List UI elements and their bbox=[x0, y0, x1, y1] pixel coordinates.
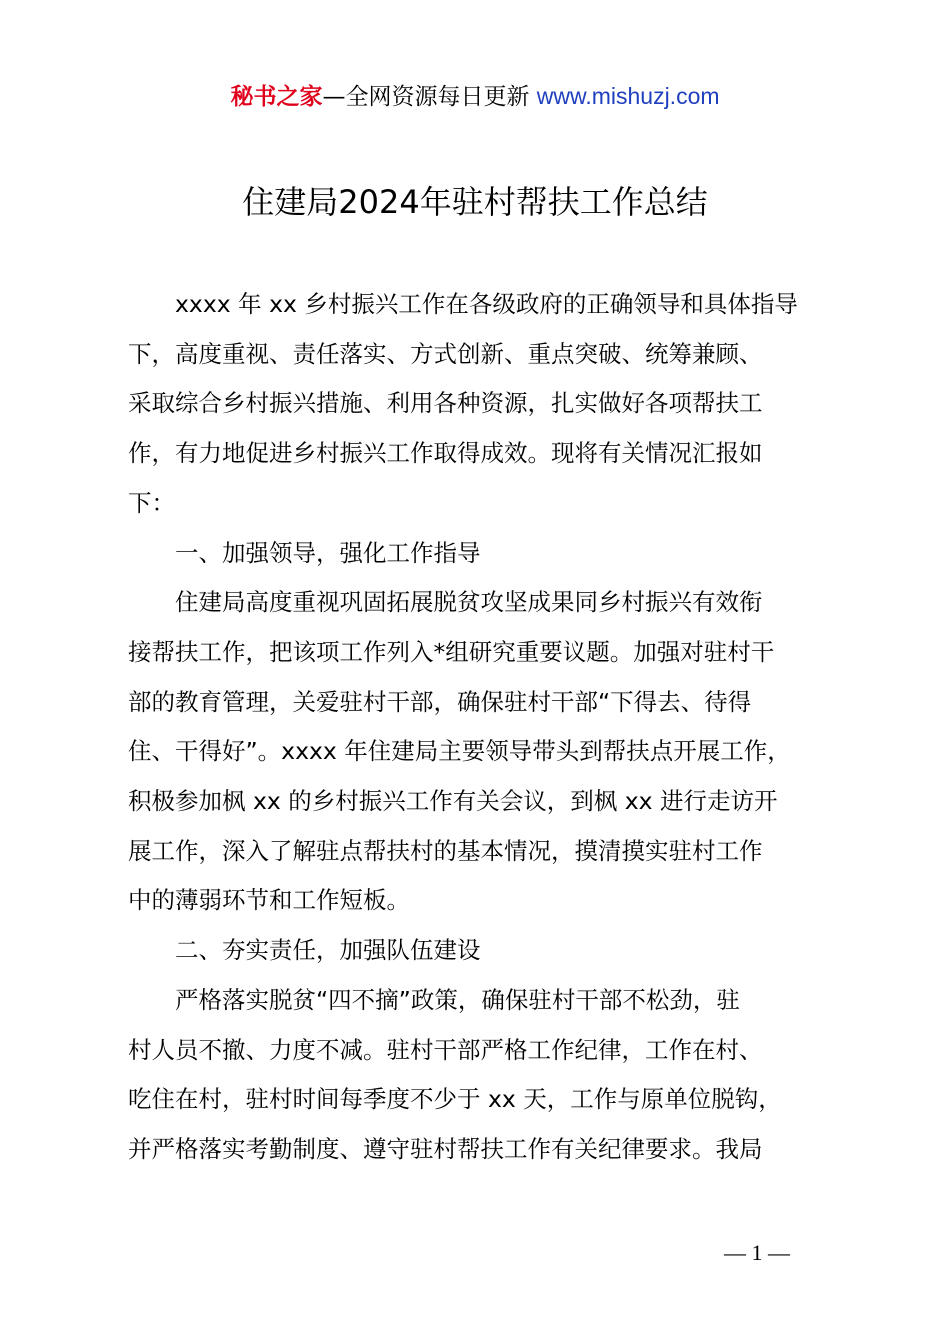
text-line: 住建局高度重视巩固拓展脱贫攻坚成果同乡村振兴有效衔 bbox=[175, 588, 763, 617]
site-tagline: —全网资源每日更新 bbox=[322, 84, 530, 110]
section-heading-text: 一、加强领导，强化工作指导 bbox=[175, 538, 481, 567]
text-line: 中的薄弱环节和工作短板。 bbox=[128, 886, 410, 915]
text-line: 接帮扶工作，把该项工作列入*组研究重要议题。加强对驻村干 bbox=[128, 637, 775, 666]
intro-paragraph bbox=[128, 280, 848, 529]
site-brand: 秘书之家 bbox=[230, 84, 323, 110]
text-line: 展工作，深入了解驻点帮扶村的基本情况，摸清摸实驻村工作 bbox=[128, 836, 763, 865]
document-body bbox=[128, 280, 848, 1175]
section-heading-text: 二、夯实责任，加强队伍建设 bbox=[175, 936, 481, 965]
section-heading-1 bbox=[128, 529, 848, 579]
text-line: 采取综合乡村振兴措施、利用各种资源，扎实做好各项帮扶工 bbox=[128, 389, 763, 418]
section-heading-2 bbox=[128, 926, 848, 976]
text-line: xxxx 年 xx 乡村振兴工作在各级政府的正确领导和具体指导 bbox=[175, 290, 798, 318]
text-line: 作，有力地促进乡村振兴工作取得成效。现将有关情况汇报如 bbox=[128, 439, 763, 468]
section-1-paragraph bbox=[128, 578, 848, 926]
site-url-link[interactable]: www.mishuzj.com bbox=[536, 83, 720, 109]
text-line: 部的教育管理，关爱驻村干部，确保驻村干部“下得去、待得 bbox=[128, 687, 752, 716]
text-line: 村人员不撤、力度不减。驻村干部严格工作纪律，工作在村、 bbox=[128, 1035, 763, 1064]
site-header bbox=[0, 80, 950, 113]
section-2-paragraph bbox=[128, 976, 848, 1175]
text-line: 下： bbox=[128, 488, 175, 517]
text-line: 吃住在村，驻村时间每季度不少于 xx 天，工作与原单位脱钩， bbox=[128, 1085, 782, 1114]
text-line: 下，高度重视、责任落实、方式创新、重点突破、统筹兼顾、 bbox=[128, 339, 763, 368]
text-line: 积极参加枫 xx 的乡村振兴工作有关会议，到枫 xx 进行走访开 bbox=[128, 787, 778, 816]
text-line: 住、干得好”。xxxx 年住建局主要领导带头到帮扶点开展工作， bbox=[128, 737, 791, 766]
text-line: 严格落实脱贫“四不摘”政策，确保驻村干部不松劲，驻 bbox=[175, 985, 740, 1014]
document-title: 住建局2024年驻村帮扶工作总结 bbox=[242, 183, 708, 221]
text-line: 并严格落实考勤制度、遵守驻村帮扶工作有关纪律要求。我局 bbox=[128, 1134, 763, 1163]
page-number: — 1 — bbox=[724, 1240, 790, 1265]
